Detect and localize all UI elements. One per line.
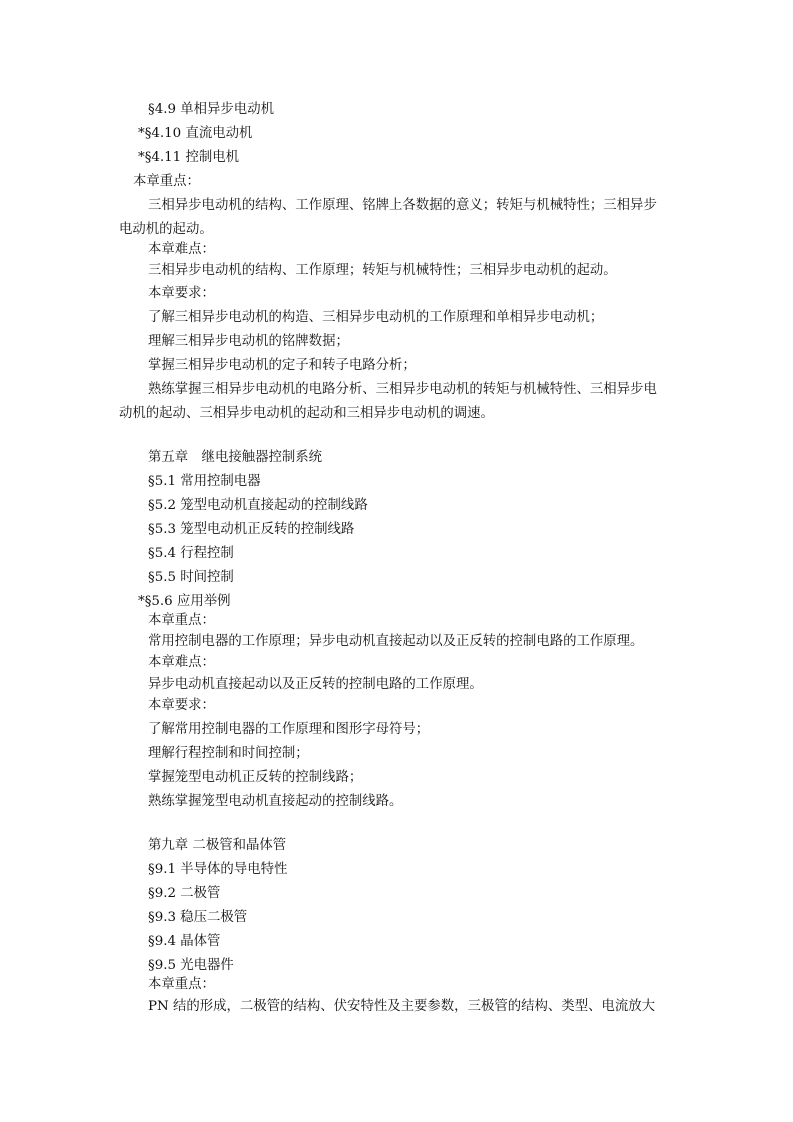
paragraph-line: 三相异步电动机的结构、工作原理、铭牌上各数据的意义；转矩与机械特性；三相异步 bbox=[148, 198, 657, 213]
section-heading: §4.9 单相异步电动机 bbox=[148, 102, 274, 117]
section-heading: §5.5 时间控制 bbox=[148, 570, 234, 585]
requirement-item: 了解三相异步电动机的构造、三相异步电动机的工作原理和单相异步电动机； bbox=[148, 310, 604, 325]
section-heading: §5.4 行程控制 bbox=[148, 546, 234, 561]
section-heading: §9.3 稳压二极管 bbox=[148, 910, 248, 925]
chapter-title: 第五章 继电接触器控制系统 bbox=[148, 450, 323, 465]
section-heading: *§5.6 应用举例 bbox=[138, 594, 231, 609]
requirement-item: 理解行程控制和时间控制； bbox=[148, 746, 309, 761]
paragraph-line: 电动机的起动。 bbox=[119, 222, 213, 237]
key-points-label: 本章重点： bbox=[148, 977, 215, 992]
requirements-label: 本章要求： bbox=[148, 286, 215, 301]
requirement-item: 掌握三相异步电动机的定子和转子电路分析； bbox=[148, 358, 416, 373]
paragraph-line: 异步电动机直接起动以及正反转的控制电路的工作原理。 bbox=[148, 677, 483, 692]
section-heading: §9.1 半导体的导电特性 bbox=[148, 862, 288, 877]
section-heading: §9.2 二极管 bbox=[148, 886, 221, 901]
difficulties-label: 本章难点： bbox=[148, 655, 215, 670]
paragraph-line: 三相异步电动机的结构、工作原理；转矩与机械特性；三相异步电动机的起动。 bbox=[148, 263, 617, 278]
key-points-label: 本章重点： bbox=[148, 613, 215, 628]
requirement-item: 掌握笼型电动机正反转的控制线路； bbox=[148, 770, 363, 785]
key-points-label: 本章重点： bbox=[133, 174, 200, 189]
requirement-item: 动机的起动、三相异步电动机的起动和三相异步电动机的调速。 bbox=[119, 406, 494, 421]
requirement-item: 了解常用控制电器的工作原理和图形字母符号； bbox=[148, 722, 430, 737]
requirement-item: 熟练掌握三相异步电动机的电路分析、三相异步电动机的转矩与机械特性、三相异步电 bbox=[148, 382, 657, 397]
section-heading: *§4.11 控制电机 bbox=[138, 150, 240, 165]
section-heading: §5.1 常用控制电器 bbox=[148, 474, 261, 489]
difficulties-label: 本章难点： bbox=[148, 242, 215, 257]
paragraph-line: 常用控制电器的工作原理；异步电动机直接起动以及正反转的控制电路的工作原理。 bbox=[148, 634, 644, 649]
chapter-title: 第九章 二极管和晶体管 bbox=[148, 838, 287, 853]
section-heading: §9.4 晶体管 bbox=[148, 934, 221, 949]
section-heading: §5.3 笼型电动机正反转的控制线路 bbox=[148, 522, 355, 537]
paragraph-line: PN 结的形成，二极管的结构、伏安特性及主要参数，三极管的结构、类型、电流放大 bbox=[148, 999, 656, 1014]
requirement-item: 熟练掌握笼型电动机直接起动的控制线路。 bbox=[148, 794, 403, 809]
requirements-label: 本章要求： bbox=[148, 698, 215, 713]
requirement-item: 理解三相异步电动机的铭牌数据； bbox=[148, 334, 349, 349]
section-heading: §5.2 笼型电动机直接起动的控制线路 bbox=[148, 498, 368, 513]
section-heading: *§4.10 直流电动机 bbox=[138, 126, 253, 141]
section-heading: §9.5 光电器件 bbox=[148, 958, 234, 973]
